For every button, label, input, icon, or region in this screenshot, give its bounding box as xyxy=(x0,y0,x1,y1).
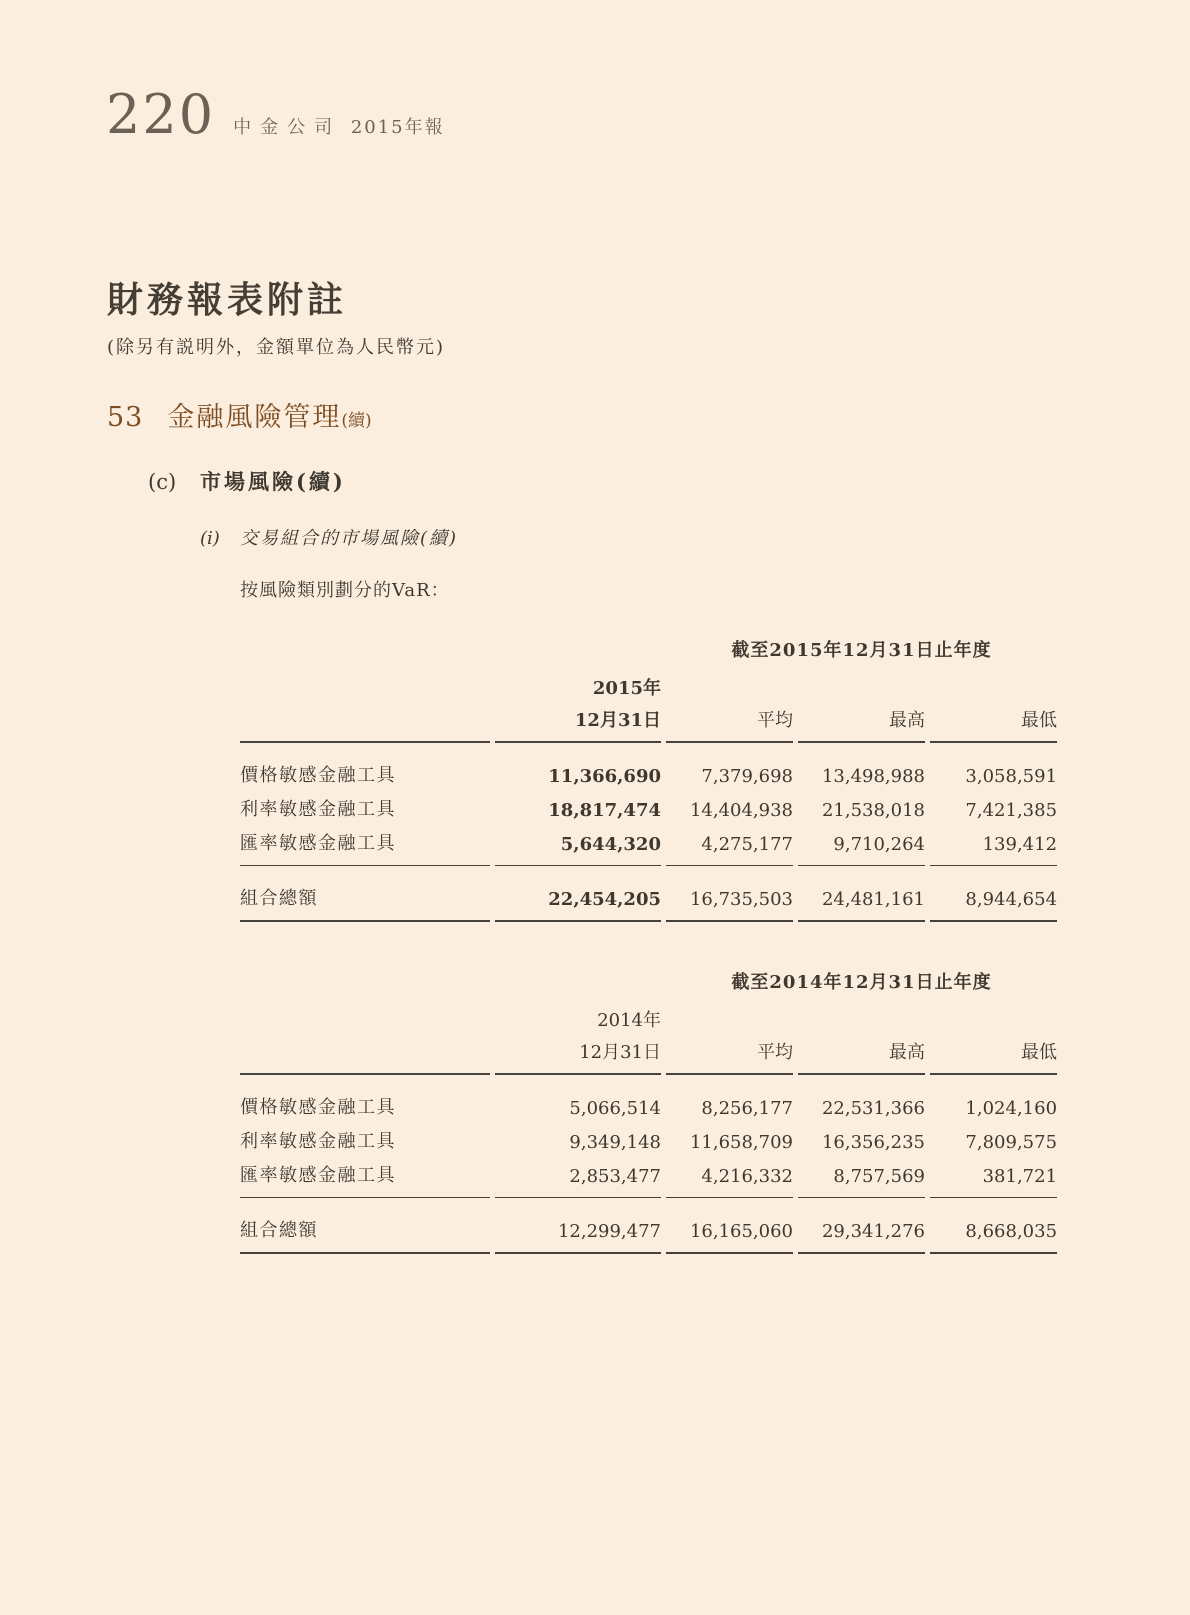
date-col-day: 12月31日 xyxy=(495,1034,661,1075)
subsection-i-label: (i) xyxy=(200,528,220,549)
value-cell: 13,498,988 xyxy=(821,766,925,787)
col-header-average: 平均 xyxy=(666,1034,793,1075)
total-value-cell: 16,165,060 xyxy=(666,1198,793,1254)
row-label: 利率敏感金融工具 xyxy=(240,1131,396,1152)
table-row xyxy=(240,1075,1057,1123)
total-value-cell: 22,454,205 xyxy=(495,866,661,922)
date-col-year: 2014年 xyxy=(597,1010,661,1031)
var-table-2014 xyxy=(235,964,1062,1254)
period-header: 截至2014年12月31日止年度 xyxy=(731,972,992,993)
value-cell: 22,531,366 xyxy=(821,1098,925,1119)
value-cell: 4,275,177 xyxy=(666,825,793,866)
section-number: 53 xyxy=(107,402,144,433)
col-header-highest: 最高 xyxy=(798,702,925,743)
value-cell: 7,809,575 xyxy=(965,1132,1058,1153)
total-row xyxy=(240,1198,1057,1254)
value-cell: 18,817,474 xyxy=(548,800,661,821)
value-cell: 139,412 xyxy=(930,825,1057,866)
value-cell: 5,066,514 xyxy=(569,1098,661,1119)
section-continued: (續) xyxy=(341,411,372,431)
value-cell: 7,421,385 xyxy=(965,800,1058,821)
value-cell: 14,404,938 xyxy=(689,800,793,821)
total-label: 組合總額 xyxy=(240,866,490,922)
value-cell: 1,024,160 xyxy=(965,1098,1058,1119)
value-cell: 7,379,698 xyxy=(701,766,793,787)
var-table-2015 xyxy=(235,632,1062,922)
total-value-cell: 12,299,477 xyxy=(495,1198,661,1254)
col-header-lowest: 最低 xyxy=(930,1034,1057,1075)
table-row xyxy=(240,825,1057,866)
total-value-cell: 24,481,161 xyxy=(798,866,925,922)
total-value-cell: 8,944,654 xyxy=(930,866,1057,922)
date-col-day: 12月31日 xyxy=(495,702,661,743)
subsection-c-heading xyxy=(148,466,1087,496)
row-label: 利率敏感金融工具 xyxy=(240,799,396,820)
period-header: 截至2015年12月31日止年度 xyxy=(731,640,992,661)
value-cell: 9,349,148 xyxy=(569,1132,661,1153)
document-subtitle: (除另有説明外，金額單位為人民幣元) xyxy=(107,337,446,358)
total-label: 組合總額 xyxy=(240,1198,490,1254)
value-cell: 11,366,690 xyxy=(548,766,661,787)
page-number: 220 xyxy=(106,83,216,146)
total-value-cell: 29,341,276 xyxy=(798,1198,925,1254)
value-cell: 4,216,332 xyxy=(666,1157,793,1198)
col-header-lowest: 最低 xyxy=(930,702,1057,743)
date-year-row xyxy=(240,1002,1057,1034)
table-row xyxy=(240,791,1057,825)
value-cell: 8,757,569 xyxy=(798,1157,925,1198)
value-cell: 8,256,177 xyxy=(701,1098,793,1119)
intro-line: 按風險類別劃分的VaR： xyxy=(240,580,450,601)
column-header-row xyxy=(240,1034,1057,1075)
subsection-i-heading xyxy=(200,524,1087,550)
value-cell: 5,644,320 xyxy=(495,825,661,866)
running-head xyxy=(106,83,445,146)
date-year-row xyxy=(240,670,1057,702)
section-heading xyxy=(107,395,1087,434)
total-row xyxy=(240,866,1057,922)
subsection-i-title: 交易組合的市場風險(續) xyxy=(240,528,459,549)
value-cell: 3,058,591 xyxy=(965,766,1058,787)
column-header-row xyxy=(240,702,1057,743)
total-value-cell: 8,668,035 xyxy=(930,1198,1057,1254)
table-row xyxy=(240,1157,1057,1198)
row-label: 匯率敏感金融工具 xyxy=(240,1157,490,1198)
row-label: 價格敏感金融工具 xyxy=(240,765,396,786)
col-header-highest: 最高 xyxy=(798,1034,925,1075)
report-year: 2015年報 xyxy=(350,117,445,138)
value-cell: 381,721 xyxy=(930,1157,1057,1198)
value-cell: 21,538,018 xyxy=(821,800,925,821)
value-cell: 11,658,709 xyxy=(689,1132,793,1153)
value-cell: 16,356,235 xyxy=(821,1132,925,1153)
col-header-average: 平均 xyxy=(666,702,793,743)
subsection-c-title: 市場風險(續) xyxy=(200,469,346,494)
section-title: 金融風險管理 xyxy=(167,402,342,433)
document-title: 財務報表附註 xyxy=(107,279,348,321)
date-col-year: 2015年 xyxy=(592,678,661,699)
row-label: 匯率敏感金融工具 xyxy=(240,825,490,866)
table-row xyxy=(240,743,1057,791)
period-header-row xyxy=(240,964,1057,1002)
period-header-row xyxy=(240,632,1057,670)
row-label: 價格敏感金融工具 xyxy=(240,1097,396,1118)
subsection-c-label: (c) xyxy=(148,470,177,494)
value-cell: 2,853,477 xyxy=(495,1157,661,1198)
running-head-meta xyxy=(233,113,445,139)
company-name: 中金公司 xyxy=(233,117,342,138)
page-content xyxy=(107,272,1087,1254)
table-row xyxy=(240,1123,1057,1157)
total-value-cell: 16,735,503 xyxy=(666,866,793,922)
value-cell: 9,710,264 xyxy=(798,825,925,866)
